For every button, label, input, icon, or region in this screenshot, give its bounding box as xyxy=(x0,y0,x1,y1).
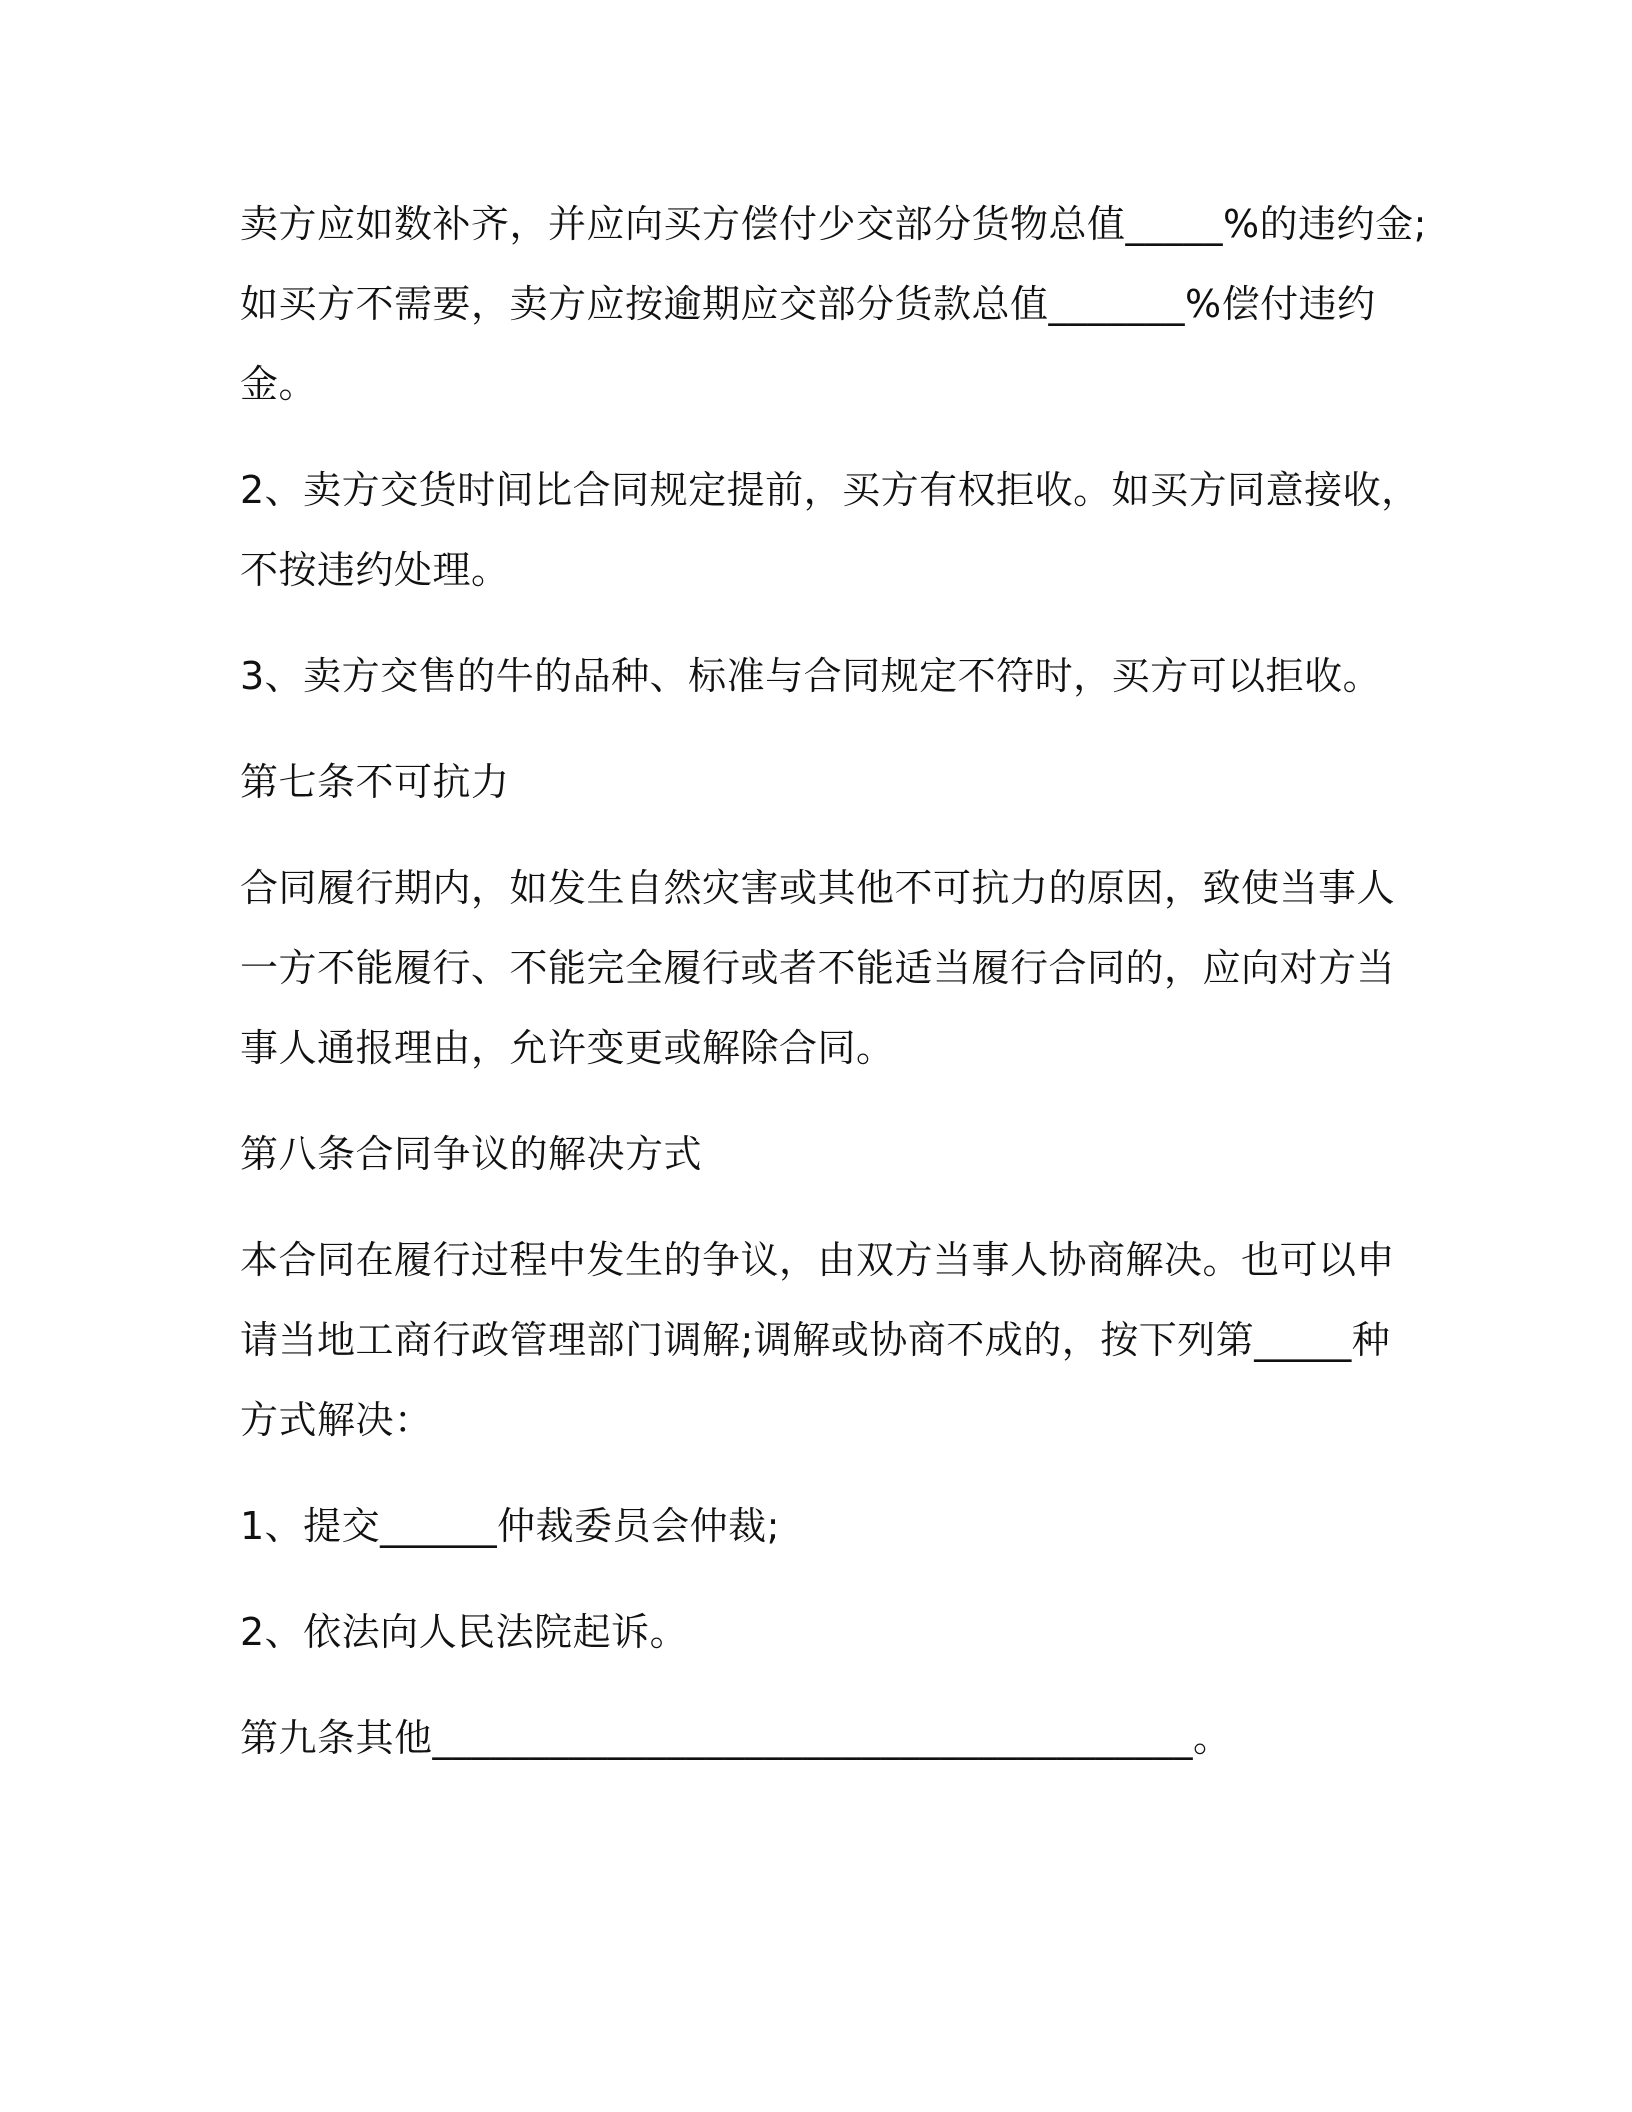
document-body xyxy=(240,184,1427,1778)
heading-article-7 xyxy=(240,742,1380,822)
text-line: 如买方不需要，卖方应按逾期应交部分货款总值_______%偿付违约 xyxy=(240,282,1376,326)
paragraph-dispute-resolution xyxy=(240,1220,1396,1460)
paragraph-nonconforming-goods xyxy=(240,636,1380,716)
text-line: 2、依法向人民法院起诉。 xyxy=(240,1610,689,1654)
paragraph-arbitration xyxy=(240,1486,1380,1566)
section-heading: 第七条不可抗力 xyxy=(240,760,510,804)
text-line: 1、提交______仲裁委员会仲裁; xyxy=(240,1504,780,1548)
text-line: 请当地工商行政管理部门调解;调解或协商不成的，按下列第_____种 xyxy=(240,1318,1391,1362)
text-line: 事人通报理由，允许变更或解除合同。 xyxy=(240,1026,895,1070)
text-line: 2、卖方交货时间比合同规定提前，买方有权拒收。如买方同意接收， xyxy=(240,468,1420,512)
text-line: 不按违约处理。 xyxy=(240,548,510,592)
paragraph-force-majeure xyxy=(240,848,1396,1088)
section-heading: 第九条其他_______________________________________。 xyxy=(240,1716,1232,1760)
text-line: 3、卖方交售的牛的品种、标准与合同规定不符时，买方可以拒收。 xyxy=(240,654,1382,698)
text-line: 合同履行期内，如发生自然灾害或其他不可抗力的原因，致使当事人 xyxy=(240,866,1396,910)
paragraph-early-delivery xyxy=(240,450,1420,610)
paragraph-penalty-shortfall xyxy=(240,184,1427,424)
heading-article-8 xyxy=(240,1114,1380,1194)
section-heading: 第八条合同争议的解决方式 xyxy=(240,1132,703,1176)
text-line: 一方不能履行、不能完全履行或者不能适当履行合同的，应向对方当 xyxy=(240,946,1396,990)
heading-article-9 xyxy=(240,1698,1380,1778)
paragraph-court xyxy=(240,1592,1380,1672)
text-line: 卖方应如数补齐，并应向买方偿付少交部分货物总值_____%的违约金; xyxy=(240,202,1427,246)
text-line: 方式解决： xyxy=(240,1398,433,1442)
text-line: 金。 xyxy=(240,362,318,406)
text-line: 本合同在履行过程中发生的争议，由双方当事人协商解决。也可以申 xyxy=(240,1238,1396,1282)
